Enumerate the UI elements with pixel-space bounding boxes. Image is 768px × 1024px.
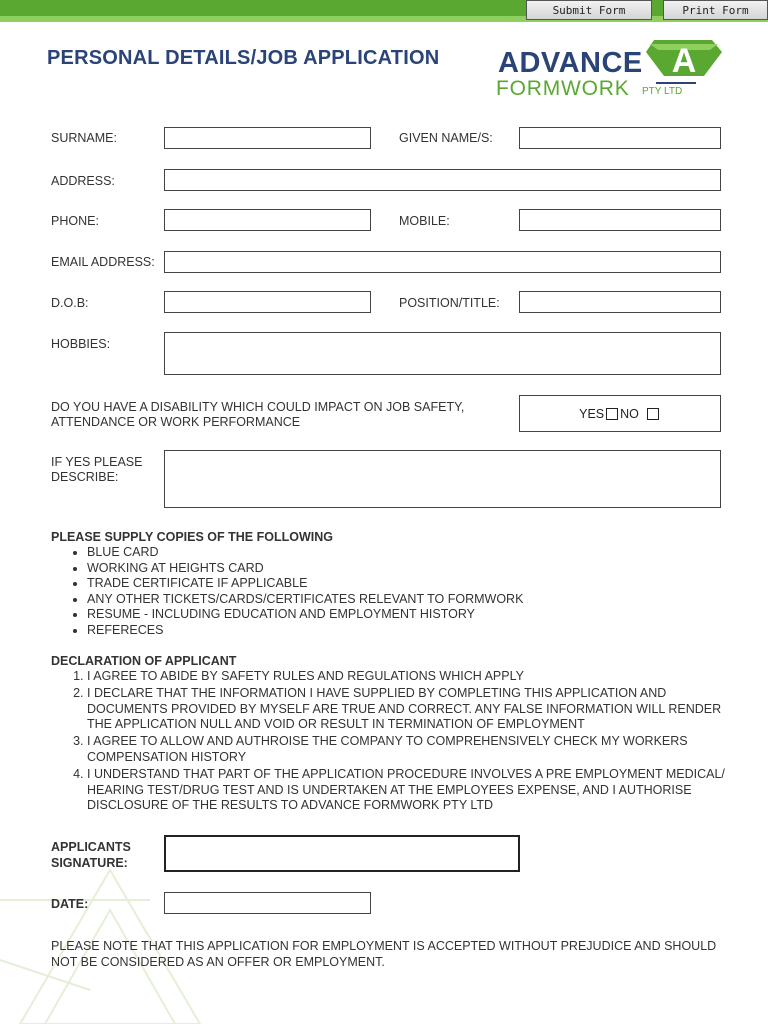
signature-label-line1: APPLICANTS [51,840,131,854]
address-field[interactable] [164,169,721,191]
no-label: NO [620,406,639,421]
disability-question-line1: DO YOU HAVE A DISABILITY WHICH COULD IMPACT ON JOB SAFETY, [51,400,465,414]
signature-label [51,839,131,871]
list-item: 1. I AGREE TO ABIDE BY SAFETY RULES AND REGULATIONS WHICH APPLY [87,669,727,685]
signature-label-line2: SIGNATURE: [51,856,128,870]
surname-label: SURNAME: [51,131,117,145]
note-line1: PLEASE NOTE THAT THIS APPLICATION FOR EMPLOYMENT IS ACCEPTED WITHOUT PREJUDICE AND SHOULD [51,939,717,953]
print-form-button[interactable]: Print Form [663,0,768,20]
surname-field[interactable] [164,127,371,149]
signature-field[interactable] [164,835,520,872]
submit-form-button[interactable]: Submit Form [526,0,652,20]
logo-line2: FORMWORK [496,77,630,100]
position-label: POSITION/TITLE: [399,296,500,310]
declaration-list [51,669,727,815]
declaration-heading: DECLARATION OF APPLICANT [51,654,237,668]
disability-question-line2: ATTENDANCE OR WORK PERFORMANCE [51,415,301,429]
given-names-field[interactable] [519,127,721,149]
application-note [51,938,716,970]
dob-field[interactable] [164,291,371,313]
top-bar-highlight [0,16,768,22]
list-item: • RESUME - INCLUDING EDUCATION AND EMPLOYMENT HISTORY [87,607,523,623]
logo-suffix: PTY LTD [642,86,683,97]
logo-line1: ADVANCE [498,47,643,79]
copies-heading: PLEASE SUPPLY COPIES OF THE FOLLOWING [51,530,333,544]
list-item: • ANY OTHER TICKETS/CARDS/CERTIFICATES RELEVANT TO FORMWORK [87,592,523,608]
disability-description-field[interactable] [164,450,721,508]
mobile-field[interactable] [519,209,721,231]
phone-label: PHONE: [51,214,99,228]
disability-answer-box [519,395,721,432]
list-item: • BLUE CARD [87,545,523,561]
logo-underline [656,82,696,84]
logo-mark [646,38,722,82]
date-field[interactable] [164,892,371,914]
logo-mark-letter: A [671,42,697,80]
list-item: • WORKING AT HEIGHTS CARD [87,561,523,577]
top-bar [0,0,768,22]
hobbies-label: HOBBIES: [51,337,111,351]
disability-question [51,400,464,430]
list-item: 2. I DECLARE THAT THE INFORMATION I HAVE SUPPLIED BY COMPLETING THIS APPLICATION AND DOCUMENTS PROVIDED BY MYSELF ARE TRUE AND CORRECT. ANY FALSE INFORMATION WILL RENDER THE APPLICATION NULL AND VOID OR RESULT IN TERMINATION OF EMPLOYMENT [87,686,727,733]
describe-label-line1: IF YES PLEASE [51,455,143,469]
hobbies-field[interactable] [164,332,721,375]
no-checkbox[interactable] [647,408,659,420]
yes-label: YES [579,406,605,421]
list-item: • TRADE CERTIFICATE IF APPLICABLE [87,576,523,592]
list-item: • REFERECES [87,623,523,639]
mobile-label: MOBILE: [399,214,450,228]
given-names-label: GIVEN NAME/S: [399,131,493,145]
position-field[interactable] [519,291,721,313]
note-line2: NOT BE CONSIDERED AS AN OFFER OR EMPLOYMENT. [51,955,385,969]
yes-checkbox[interactable] [606,408,618,420]
phone-field[interactable] [164,209,371,231]
address-label: ADDRESS: [51,174,115,188]
describe-label [51,455,142,485]
page-title: PERSONAL DETAILS/JOB APPLICATION [47,47,440,69]
describe-label-line2: DESCRIBE: [51,470,119,484]
email-label: EMAIL ADDRESS: [51,255,155,269]
list-item: 3. I AGREE TO ALLOW AND AUTHROISE THE COMPANY TO COMPREHENSIVELY CHECK MY WORKERS COMPENSATION HISTORY [87,734,727,766]
list-item: 4. I UNDERSTAND THAT PART OF THE APPLICATION PROCEDURE INVOLVES A PRE EMPLOYMENT MEDICAL/ HEARING TEST/DRUG TEST AND IS UNDERTAKEN AT THE EMPLOYEES EXPENSE, AND I AUTHORISE DISCLOSURE OF THE RESULTS TO ADVANCE FORMWORK PTY LTD [87,767,727,814]
dob-label: D.O.B: [51,296,89,310]
copies-list [51,545,523,639]
email-field[interactable] [164,251,721,273]
company-logo [496,38,726,102]
date-label: DATE: [51,897,89,911]
